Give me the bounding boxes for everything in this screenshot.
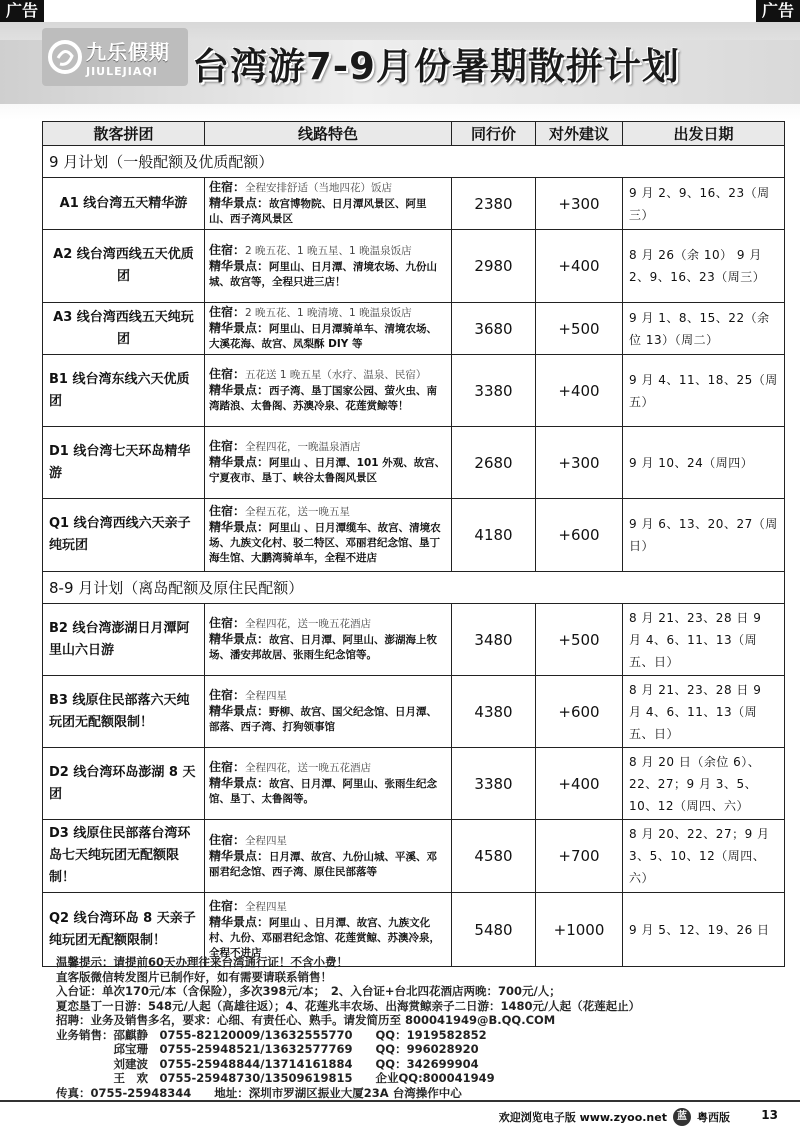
route-features [205,676,452,748]
highlight-label: 精华景点： [209,383,270,397]
highlight-label: 精华景点： [209,258,270,273]
suggest-markup: +1000 [536,893,623,967]
suggest-markup: +500 [536,303,623,355]
route-features [205,178,452,230]
header-date: 出发日期 [623,122,785,146]
section-title: 8-9 月计划（离岛配额及原住民配额） [43,572,785,604]
stay-label: 住宿： [209,439,246,453]
page-number: 13 [761,1108,778,1122]
suggest-markup: +300 [536,178,623,230]
route-name: B2 线台湾澎湖日月潭阿里山六日游 [43,604,205,676]
info-line: 温馨提示：请提前60天办理往来台湾通行证！不含小费！ [56,955,349,969]
highlight-label: 精华景点： [209,520,270,534]
ad-label-left: 广告 [0,0,44,22]
suggest-markup: +400 [536,355,623,427]
route-name: Q2 线台湾环岛 8 天亲子纯玩团无配额限制！ [43,893,205,967]
highlight-text: 阿里山、日月潭骑单车、清境农场、大溪花海、故宫、凤梨酥 DIY 等 [209,323,438,350]
table-row [43,303,785,355]
header-price: 同行价 [452,122,536,146]
route-name: Q1 线台湾西线六天亲子纯玩团 [43,499,205,572]
stay-label: 住宿： [209,898,246,913]
suggest-markup: +400 [536,748,623,820]
table-row [43,676,785,748]
header-features: 线路特色 [205,122,452,146]
depart-dates: 8 月 20、22、27；9 月 3、5、10、12（周四、六） [623,820,785,893]
peer-price: 3380 [452,355,536,427]
highlight-label: 精华景点： [209,455,270,469]
depart-dates: 9 月 6、13、20、27（周日） [623,499,785,572]
peer-price: 3480 [452,604,536,676]
logo-swirl-icon [48,40,82,74]
depart-dates: 9 月 10、24（周四） [623,427,785,499]
suggest-markup: +300 [536,427,623,499]
depart-dates: 9 月 1、8、15、22（余位 13）（周二） [623,303,785,355]
highlight-label: 精华景点： [209,321,270,335]
route-name: D2 线台湾环岛澎湖 8 天团 [43,748,205,820]
peer-price: 2380 [452,178,536,230]
depart-dates: 8 月 26（余 10） 9 月 2、9、16、23（周三） [623,230,785,303]
route-features [205,604,452,676]
footer-text [499,1108,730,1126]
highlight-text: 阿里山、日月潭、清境农场、九份山城、故宫等，全程只进三店！ [209,260,438,288]
table-row [43,427,785,499]
info-line: 直客版微信转发图片已制作好，如有需要请联系销售！ [56,969,332,984]
stay-text: 2 晚五花、1 晚五星、1 晚温泉饭店 [245,244,412,257]
section-row [43,572,785,604]
stay-label: 住宿： [209,242,246,257]
highlight-text: 西子湾、垦丁国家公园、萤火虫、南湾踏浪、太鲁阁、苏澳冷泉、花莲赏鲸等！ [209,385,438,412]
stay-text: 五花送 1 晚五星（水疗、温泉、民宿） [245,369,427,381]
route-name: D1 线台湾七天环岛精华游 [43,427,205,499]
peer-price: 2980 [452,230,536,303]
table-row [43,230,785,303]
contact-line: 王 欢 0755-25948730/13509619815 企业QQ:800041949 [56,1071,495,1085]
stay-text: 2 晚五花、1 晚清境、1 晚温泉饭店 [245,307,412,319]
suggest-markup: +600 [536,676,623,748]
highlight-text: 故宫、日月潭、阿里山、张雨生纪念馆、垦丁、太鲁阁等。 [209,778,438,805]
page-title: 台湾游7-9月份暑期散拼计划 [192,45,680,88]
table-row [43,820,785,893]
depart-dates: 9 月 5、12、19、26 日 [623,893,785,967]
contact-line: 刘建波 0755-25948844/13714161884 QQ：342699904 [56,1056,479,1071]
highlight-label: 精华景点： [209,704,270,718]
table-header-row [43,122,785,146]
logo-chinese: 九乐假期 [86,40,170,64]
highlight-label: 精华景点： [209,776,270,790]
route-features [205,355,452,427]
peer-price: 4380 [452,676,536,748]
highlight-label: 精华景点： [209,848,270,863]
highlight-text: 野柳、故宫、国父纪念馆、日月潭、部落、西子湾、打狗领事馆 [209,706,438,733]
peer-price: 4180 [452,499,536,572]
route-features [205,748,452,820]
section-row [43,146,785,178]
peer-price: 2680 [452,427,536,499]
section-title: 9 月计划（一般配额及优质配额） [43,146,785,178]
stay-text: 全程四花，一晚温泉酒店 [245,441,361,453]
peer-price: 3680 [452,303,536,355]
header-name: 散客拼团 [43,122,205,146]
edition-badge-icon: 蓝 [673,1108,691,1126]
contact-line: 邱宝珊 0755-25948521/13632577769 QQ：996028920 [56,1042,479,1056]
contact-line: 传真：0755-25948344 地址：深圳市罗湖区振业大厦23A 台湾操作中心 [56,1085,462,1100]
route-features [205,427,452,499]
stay-label: 住宿： [209,305,246,319]
peer-price: 3380 [452,748,536,820]
logo-english: JIULEJIAQI [86,65,158,78]
highlight-text: 日月潭、故宫、九份山城、平溪、邓丽君纪念馆、西子湾、原住民部落等 [209,850,438,878]
table-row [43,499,785,572]
stay-label: 住宿： [209,616,246,630]
suggest-markup: +400 [536,230,623,303]
route-features [205,230,452,303]
route-name: A1 线台湾五天精华游 [43,178,205,230]
depart-dates: 9 月 4、11、18、25（周五） [623,355,785,427]
route-name: B1 线台湾东线六天优质团 [43,355,205,427]
info-line: 入台证：单次170元/本（含保险），多次398元/本； 2、入台证+台北四花酒店两晚：700元/人； [56,984,561,998]
highlight-text: 阿里山 、日月潭、101 外观、故宫、宁夏夜市、垦丁、峡谷太鲁阁风景区 [209,457,446,484]
stay-text: 全程四星 [245,834,288,847]
depart-dates: 9 月 2、9、16、23（周三） [623,178,785,230]
contact-line: 业务销售：邵麒静 0755-82120009/13632555770 QQ：1919582852 [56,1027,487,1042]
info-line: 夏恋垦丁一日游：548元/人起（高雄往返）；4、花莲兆丰农场、出海赏鲸亲子二日游：1480元/人起（花莲起止） [56,998,641,1013]
depart-dates: 8 月 21、23、28 日 9 月 4、6、11、13（周五、日） [623,676,785,748]
highlight-text: 故宫、日月潭、阿里山、澎湖海上牧场、潘安邦故居、张雨生纪念馆等。 [209,634,438,661]
highlight-label: 精华景点： [209,632,270,646]
info-line: 招聘：业务及销售多名，要求：心细、有责任心、熟手。请发简历至 800041949@B.QQ.COM [56,1013,556,1027]
stay-label: 住宿： [209,180,246,194]
stay-text: 全程四花，送一晚五花酒店 [245,618,372,630]
depart-dates: 8 月 20 日（余位 6）、22、27；9 月 3、5、10、12（周四、六） [623,748,785,820]
route-name: B3 线原住民部落六天纯玩团无配额限制！ [43,676,205,748]
route-name: A3 线台湾西线五天纯玩团 [43,303,205,355]
ad-label-right: 广告 [756,0,800,22]
stay-text: 全程四花，送一晚五花酒店 [245,762,372,774]
route-features [205,820,452,893]
route-features [205,303,452,355]
peer-price: 4580 [452,820,536,893]
itinerary-table [42,121,785,967]
highlight-text: 阿里山 、日月潭、故宫、九族文化村、九份、邓丽君纪念馆、花莲赏鲸、苏澳冷泉，全程不进店 [209,916,440,959]
footer-site[interactable]: 欢迎浏览电子版 www.zyoo.net [498,1111,667,1124]
table-row [43,355,785,427]
suggest-markup: +500 [536,604,623,676]
peer-price: 5480 [452,893,536,967]
route-name: D3 线原住民部落台湾环岛七天纯玩团无配额限制！ [43,820,205,893]
stay-text: 全程安排舒适（当地四花）饭店 [245,182,393,194]
highlight-label: 精华景点： [209,914,270,929]
logo-text [86,36,170,78]
route-name: A2 线台湾西线五天优质团 [43,230,205,303]
suggest-markup: +700 [536,820,623,893]
table-row [43,748,785,820]
depart-dates: 8 月 21、23、28 日 9 月 4、6、11、13（周五、日） [623,604,785,676]
header-suggest: 对外建议 [536,122,623,146]
page-footer [0,1100,800,1128]
stay-text: 全程四星 [245,690,288,702]
table-row [43,178,785,230]
stay-label: 住宿： [209,688,246,702]
suggest-markup: +600 [536,499,623,572]
brand-logo [42,28,188,86]
highlight-text: 阿里山 、日月潭缆车、故宫、清境农场、九族文化村、驳二特区、邓丽君纪念馆、垦丁海生馆、大鹏湾骑单车，全程不进店 [209,522,441,564]
stay-text: 全程四星 [245,900,288,913]
stay-text: 全程五花，送一晚五星 [245,506,351,518]
table-row [43,604,785,676]
highlight-label: 精华景点： [209,196,270,210]
highlight-text: 故宫博物院、日月潭风景区、阿里山、西子湾风景区 [209,198,427,225]
stay-label: 住宿： [209,760,246,774]
stay-label: 住宿： [209,504,246,518]
stay-label: 住宿： [209,832,246,847]
route-features [205,499,452,572]
info-block [56,955,786,1100]
stay-label: 住宿： [209,367,246,381]
footer-edition: 粤西版 [697,1111,730,1124]
contact-block [56,1028,786,1101]
